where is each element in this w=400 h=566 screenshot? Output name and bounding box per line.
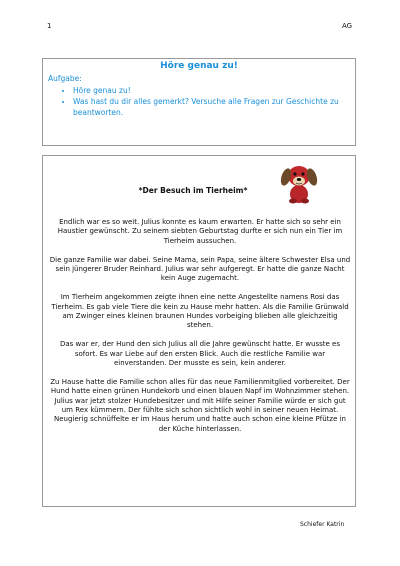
- task-list: [43, 85, 355, 118]
- story-paragraph: Das war er, der Hund den sich Julius all die Jahre gewünscht hatte. Er wusste es sofort. Es war Liebe auf den ersten Blick. Auch die restliche Familie war einverstanden. Der musste es sein, kein anderer.: [60, 340, 340, 368]
- task-item: • Was hast du dir alles gemerkt? Versuche alle Fragen zur Geschichte zu beantworten.: [73, 96, 355, 118]
- story-box: [42, 155, 356, 507]
- page-number: 1: [47, 22, 52, 30]
- plush-dog-icon: [279, 160, 319, 204]
- story-text: [49, 218, 351, 434]
- task-label: Aufgabe:: [48, 74, 82, 83]
- task-title: Höre genau zu!: [160, 61, 238, 71]
- task-box: [42, 58, 356, 146]
- story-paragraph: Im Tierheim angekommen zeigte ihnen eine nette Angestellte namens Rosi das Tierheim. Es gab viele Tiere die kein zu Hause mehr hatten. Als die Familie Grünwald am Zwinger eines kleinen braunen Hundes vorbeiging blieben alle gleichzeitig stehen.: [51, 293, 349, 330]
- story-paragraph: Die ganze Familie war dabei. Seine Mama, sein Papa, seine ältere Schwester Elsa und sein jüngerer Bruder Reinhard. Julius war sehr aufgeregt. Er hatte die ganze Nacht kein Auge zugemacht.: [49, 255, 351, 283]
- task-item: • Höre genau zu!: [73, 85, 355, 96]
- story-paragraph: Endlich war es so weit. Julius konnte es kaum erwarten. Er hatte sich so sehr ein Haustier gewünscht. Zu seinem siebten Geburtstag durfte er sich nun ein Tier im Tierheim aussuchen.: [57, 218, 343, 245]
- page-code: AG: [342, 22, 353, 30]
- story-paragraph: Zu Hause hatte die Familie schon alles für das neue Familienmitglied vorbereitet. Der Hund hatte einen grünen Hundekorb und einen blauen Napf im Wohnzimmer stehen. Julius war jetzt stolzer Hundebesitzer und mit Hilfe seiner Familie würde er sich gut um Rex kümmern. Der fühlte sich schon sichtlich wohl in seiner neuen Heimat. Neugierig schnüffelte er im Haus herum und hatte auch schon eine kleine Pfütze in der Küche hinterlassen.: [50, 377, 350, 433]
- story-title: *Der Besuch im Tierheim*: [138, 186, 248, 195]
- author-credit: Schiefer Katrin: [300, 521, 345, 528]
